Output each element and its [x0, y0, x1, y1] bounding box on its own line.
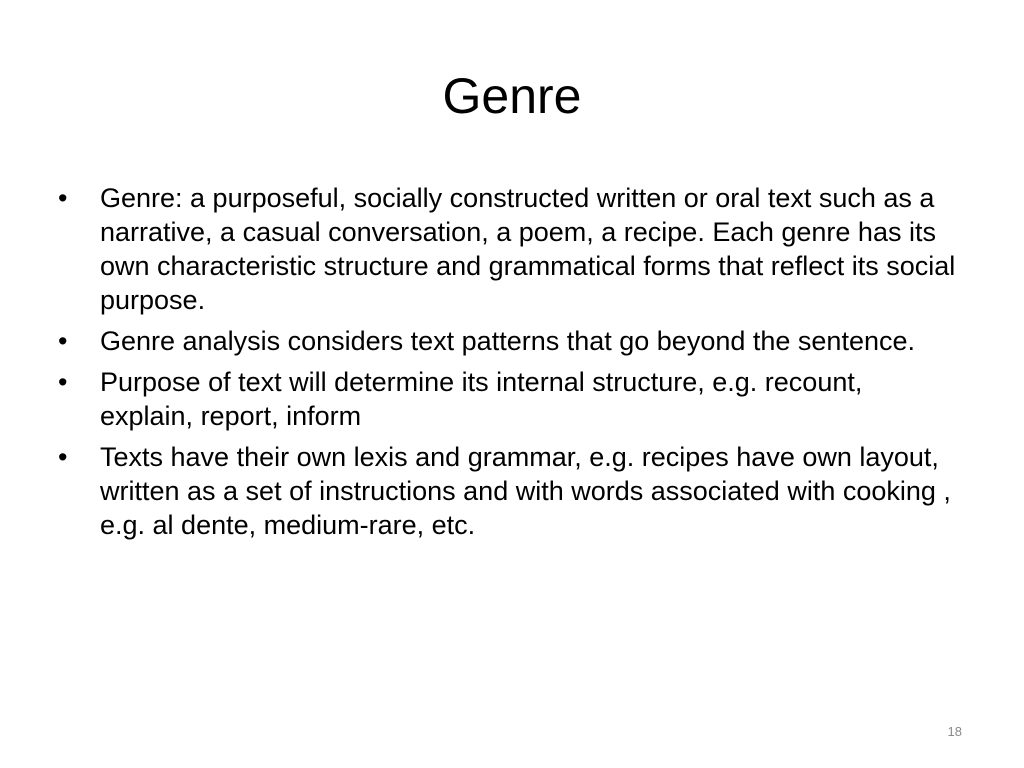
slide-title: Genre — [442, 68, 582, 124]
bullet-text: Purpose of text will determine its internal structure, e.g. recount, explain, report, inform — [100, 367, 863, 431]
bullet-dot-icon: • — [58, 367, 68, 397]
bullet-dot-icon: • — [58, 442, 68, 472]
bullet-text: Genre: a purposeful, socially constructed written or oral text such as a narrative, a casual conversation, a poem, a recipe. Each genre has its own characteristic structure and grammatical forms that reflect its social purpose. — [100, 183, 956, 315]
bullet-item — [58, 365, 958, 433]
bullet-item — [58, 181, 958, 317]
bullet-text: Texts have their own lexis and grammar, e.g. recipes have own layout, written as a set of instructions and with words associated with cooking , e.g. al dente, medium-rare, etc. — [100, 442, 951, 540]
bullet-item — [58, 440, 958, 542]
slide-number: 18 — [947, 724, 962, 739]
bullet-text: Genre analysis considers text patterns that go beyond the sentence. — [100, 326, 915, 356]
bullet-dot-icon: • — [58, 326, 68, 356]
bullet-dot-icon: • — [58, 183, 68, 213]
bullet-list — [58, 181, 958, 549]
bullet-item — [58, 324, 958, 358]
